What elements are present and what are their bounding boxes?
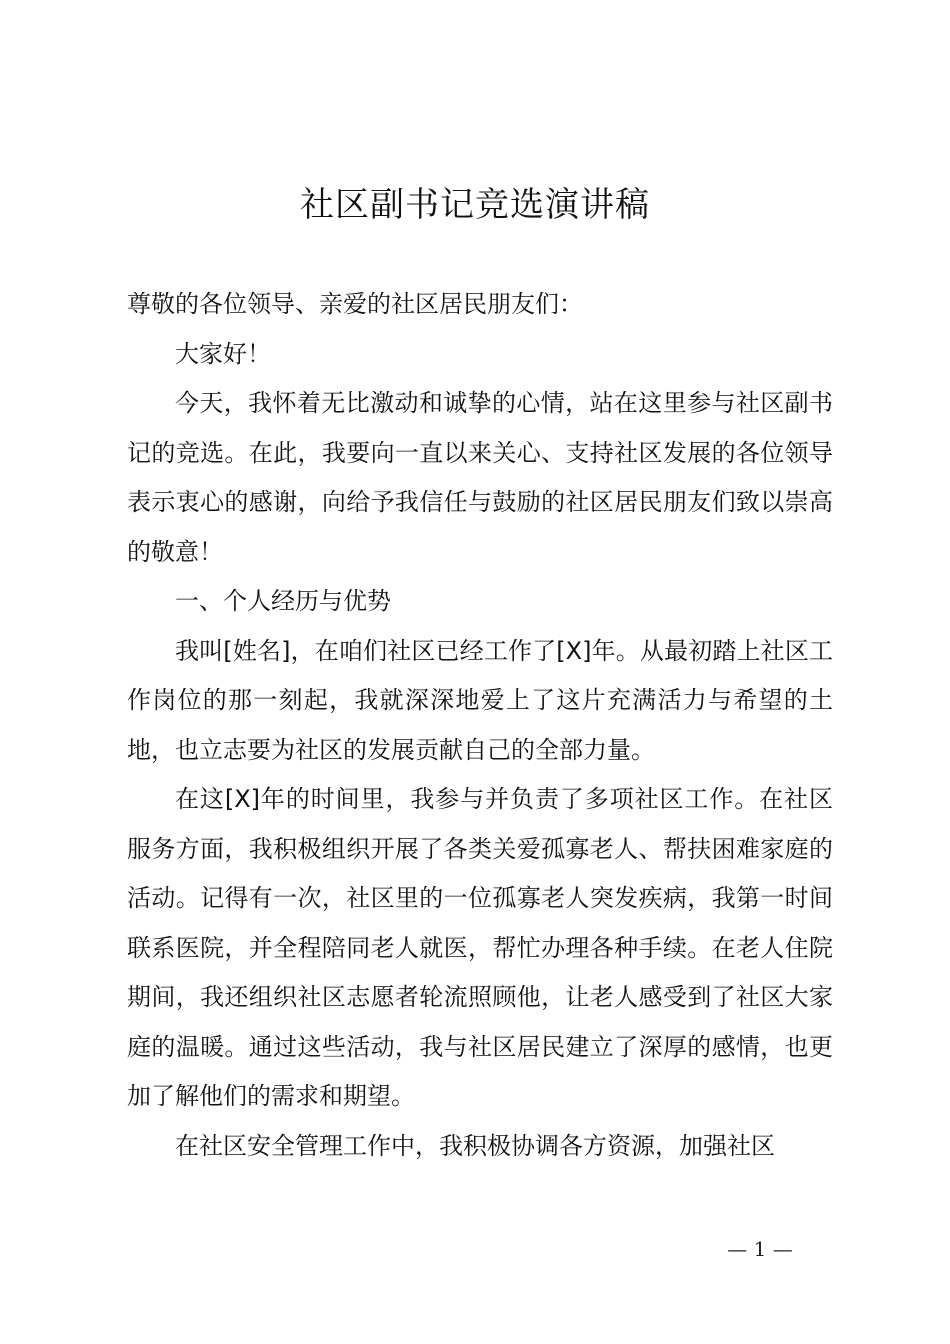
greeting: 大家好！ [175, 339, 271, 368]
paragraph-safety-management: 在社区安全管理工作中，我积极协调各方资源，加强社区 [175, 1131, 775, 1160]
salutation: 尊敬的各位领导、亲爱的社区居民朋友们： [127, 290, 583, 318]
paragraph-self-introduction: 我叫[姓名]，在咱们社区已经工作了[X]年。从最初踏上社区工作岗位的那一刻起，我就深深地爱上了这片充满活力与希望的土地，也立志要为社区的发展贡献自己的全部力量。 [127, 636, 833, 764]
page-number: — 1 — [727, 1237, 793, 1261]
paragraph-intro: 今天，我怀着无比激动和诚挚的心情，站在这里参与社区副书记的竞选。在此，我要向一直以来关心、支持社区发展的各位领导表示衷心的感谢，向给予我信任与鼓励的社区居民朋友们致以崇高的敬意！ [127, 389, 833, 566]
section-heading: 一、个人经历与优势 [175, 587, 391, 615]
document-title: 社区副书记竞选演讲稿 [300, 185, 650, 225]
document-body [127, 280, 833, 1171]
paragraph-community-service: 在这[X]年的时间里，我参与并负责了多项社区工作。在社区服务方面，我积极组织开展了各类关爱孤寡老人、帮扶困难家庭的活动。记得有一次，社区里的一位孤寡老人突发疾病，我第一时间联系医院，并全程陪同老人就医，帮忙办理各种手续。在老人住院期间，我还组织社区志愿者轮流照顾他，让老人感受到了社区大家庭的温暖。通过这些活动，我与社区居民建立了深厚的感情，也更加了解他们的需求和期望。 [127, 785, 833, 1110]
